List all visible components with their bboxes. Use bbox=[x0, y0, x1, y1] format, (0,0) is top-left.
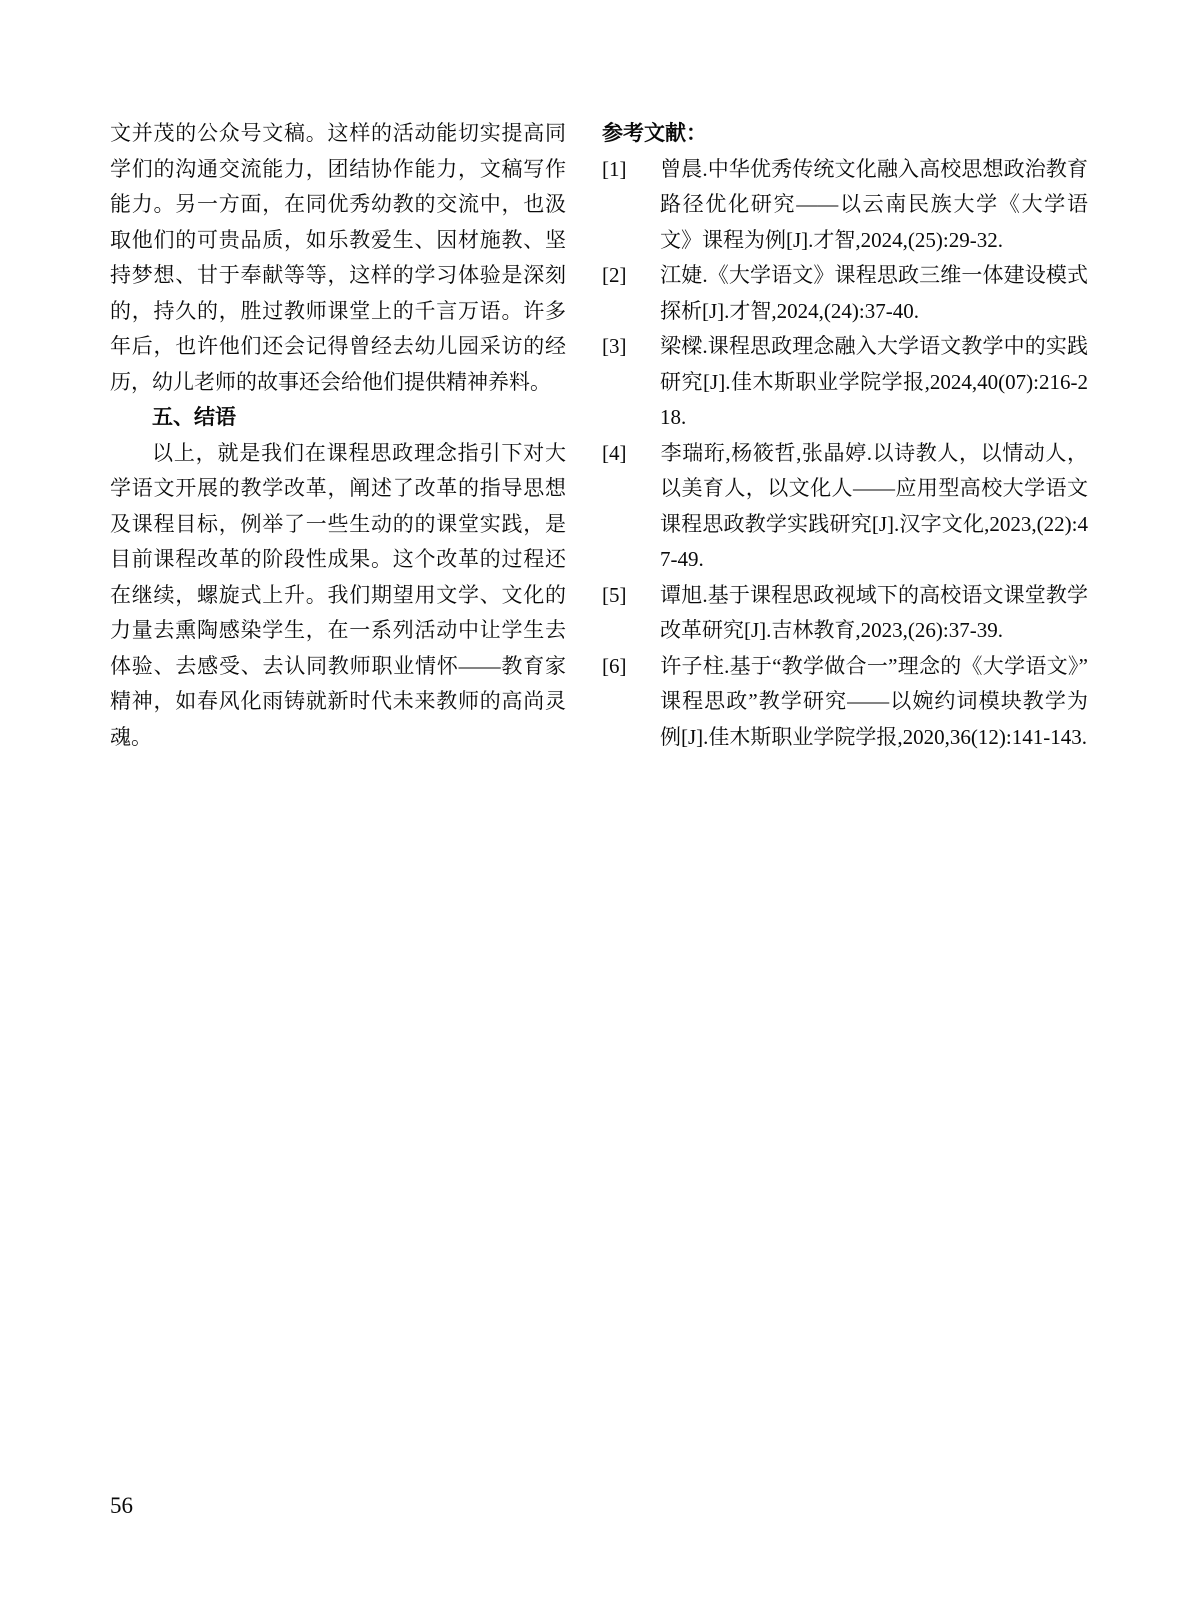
reference-text: 曾晨.中华优秀传统文化融入高校思想政治教育路径优化研究——以云南民族大学《大学语文》课程为例[J].才智,2024,(25):29-32. bbox=[660, 156, 1088, 252]
reference-item bbox=[602, 436, 1088, 578]
reference-item bbox=[602, 578, 1088, 649]
reference-text: 许子柱.基于“教学做合一”理念的《大学语文》”课程思政”教学研究——以婉约词模块教学为例[J].佳木斯职业学院学报,2020,36(12):141-143. bbox=[660, 653, 1088, 749]
references-heading: 参考文献： bbox=[602, 122, 707, 145]
reference-item bbox=[602, 329, 1088, 436]
reference-item bbox=[602, 152, 1088, 259]
reference-text: 梁樑.课程思政理念融入大学语文教学中的实践研究[J].佳木斯职业学院学报,2024,40(07):216-218. bbox=[660, 334, 1088, 429]
reference-marker: [6] bbox=[602, 653, 627, 678]
reference-text: 江婕.《大学语文》课程思政三维一体建设模式探析[J].才智,2024,(24):37-40. bbox=[660, 263, 1088, 323]
body-paragraph-conclusion: 以上，就是我们在课程思政理念指引下对大学语文开展的教学改革，阐述了改革的指导思想及课程目标，例举了一些生动的的课堂实践，是目前课程改革的阶段性成果。这个改革的过程还在继续，螺旋式上升。我们期望用文学、文化的力量去熏陶感染学生，在一系列活动中让学生去体验、去感受、去认同教师职业情怀——教育家精神，如春风化雨铸就新时代未来教师的高尚灵魂。 bbox=[110, 440, 566, 749]
reference-text: 谭旭.基于课程思政视域下的高校语文课堂教学改革研究[J].吉林教育,2023,(26):37-39. bbox=[660, 582, 1088, 642]
reference-marker: [3] bbox=[602, 334, 627, 358]
reference-text: 李瑞珩,杨筱哲,张晶婷.以诗教人，以情动人，以美育人，以文化人——应用型高校大学语文课程思政教学实践研究[J].汉字文化,2023,(22):47-49. bbox=[660, 440, 1088, 571]
reference-marker: [5] bbox=[602, 582, 627, 607]
reference-item bbox=[602, 258, 1088, 329]
reference-item bbox=[602, 649, 1088, 756]
reference-marker: [4] bbox=[602, 440, 627, 465]
left-column bbox=[110, 116, 566, 755]
references-column bbox=[602, 116, 1088, 755]
reference-marker: [2] bbox=[602, 263, 627, 287]
reference-marker: [1] bbox=[602, 156, 627, 181]
two-column-layout bbox=[110, 116, 1088, 755]
page-number: 56 bbox=[110, 1493, 133, 1518]
body-paragraph-continued: 文并茂的公众号文稿。这样的活动能切实提高同学们的沟通交流能力，团结协作能力，文稿写作能力。另一方面，在同优秀幼教的交流中，也汲取他们的可贵品质，如乐教爱生、因材施教、坚持梦想、甘于奉献等等，这样的学习体验是深刻的，持久的，胜过教师课堂上的千言万语。许多年后，也许他们还会记得曾经去幼儿园采访的经历，幼儿老师的故事还会给他们提供精神养料。 bbox=[110, 121, 566, 394]
section-heading-conclusion: 五、结语 bbox=[152, 406, 236, 429]
